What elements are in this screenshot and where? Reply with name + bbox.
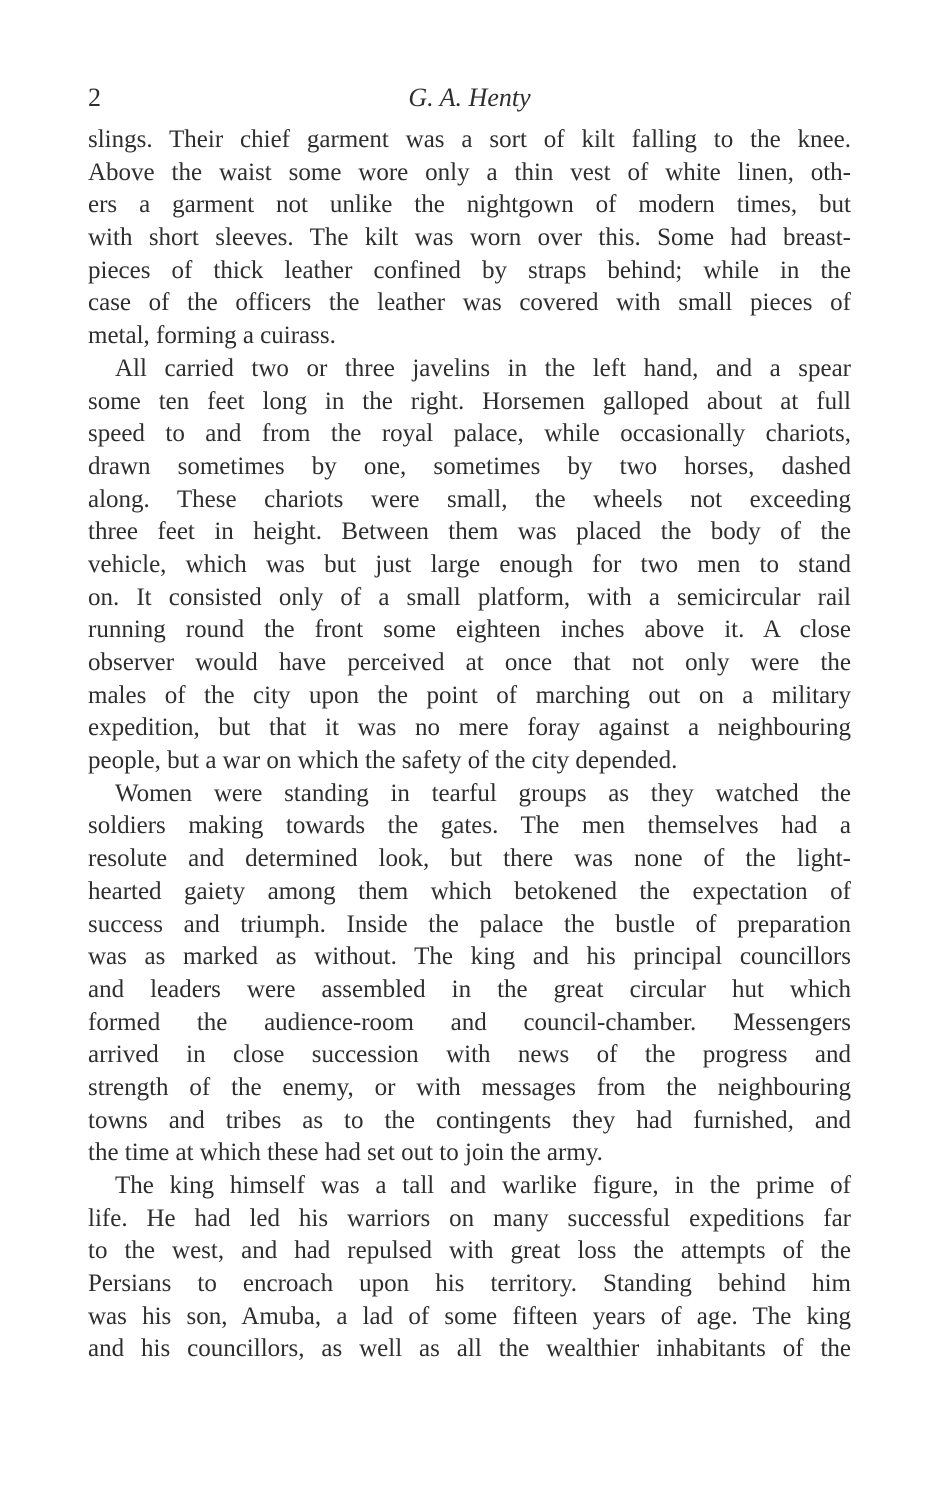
text-line: Persians to encroach upon his territory. Standing behind him [88, 1270, 851, 1298]
text-line: was his son, Amuba, a lad of some fifteen years of age. The king [88, 1302, 851, 1330]
text-line: case of the officers the leather was covered with small pieces of [88, 289, 851, 317]
text-line: and leaders were assembled in the great circular hut which [88, 975, 851, 1003]
paragraph [88, 124, 851, 353]
text-line: and his councillors, as well as all the wealthier inhabitants of the [88, 1335, 851, 1363]
text-line: strength of the enemy, or with messages from the neighbouring [88, 1073, 851, 1101]
text-line: running round the front some eighteen inches above it. A close [88, 616, 851, 644]
text-line: was as marked as without. The king and his principal councillors [88, 943, 851, 971]
paragraph [88, 778, 851, 1170]
text-line: drawn sometimes by one, sometimes by two horses, dashed [88, 452, 851, 480]
text-line: success and triumph. Inside the palace the bustle of preparation [88, 910, 851, 938]
text-line: expedition, but that it was no mere foray against a neighbouring [88, 714, 851, 742]
text-line: hearted gaiety among them which betokened the expectation of [88, 877, 851, 905]
text-line: Above the waist some wore only a thin vest of white linen, oth- [88, 158, 851, 186]
text-line: along. These chariots were small, the wheels not exceeding [88, 485, 851, 513]
text-line: The king himself was a tall and warlike figure, in the prime of [115, 1172, 851, 1199]
text-line: some ten feet long in the right. Horsemen galloped about at full [88, 387, 851, 415]
text-line: formed the audience-room and council-chamber. Messengers [88, 1008, 851, 1036]
text-line: ers a garment not unlike the nightgown of modern times, but [88, 191, 851, 219]
text-line: on. It consisted only of a small platform, with a semicircular rail [88, 583, 851, 611]
text-line: the time at which these had set out to join the army. [88, 1139, 603, 1167]
text-line: three feet in height. Between them was placed the body of the [88, 518, 851, 546]
text-line: soldiers making towards the gates. The men themselves had a [88, 812, 851, 840]
text-line: with short sleeves. The kilt was worn over this. Some had breast- [88, 224, 851, 252]
page-number: 2 [88, 83, 101, 112]
paragraph [88, 353, 851, 778]
text-line: males of the city upon the point of marching out on a military [88, 681, 851, 709]
text-line: to the west, and had repulsed with great loss the attempts of the [88, 1237, 851, 1265]
text-line: arrived in close succession with news of the progress and [88, 1041, 851, 1069]
running-title: G. A. Henty [408, 83, 531, 112]
text-line: All carried two or three javelins in the left hand, and a spear [115, 354, 851, 382]
text-line: resolute and determined look, but there was none of the light- [88, 845, 851, 873]
text-line: Women were standing in tearful groups as they watched the [115, 779, 851, 807]
page-text [88, 124, 851, 1366]
paragraph [88, 1170, 851, 1366]
text-line: people, but a war on which the safety of the city depended. [88, 747, 678, 775]
text-line: slings. Their chief garment was a sort of kilt falling to the knee. [88, 126, 851, 153]
running-head [88, 82, 851, 116]
text-line: metal, forming a cuirass. [88, 322, 336, 350]
text-line: vehicle, which was but just large enough for two men to stand [88, 550, 851, 578]
text-line: life. He had led his warriors on many successful expeditions far [88, 1204, 851, 1232]
text-line: speed to and from the royal palace, while occasionally chariots, [88, 420, 851, 448]
text-line: towns and tribes as to the contingents they had furnished, and [88, 1106, 851, 1134]
text-line: pieces of thick leather confined by straps behind; while in the [88, 256, 851, 284]
text-line: observer would have perceived at once that not only were the [88, 649, 851, 676]
